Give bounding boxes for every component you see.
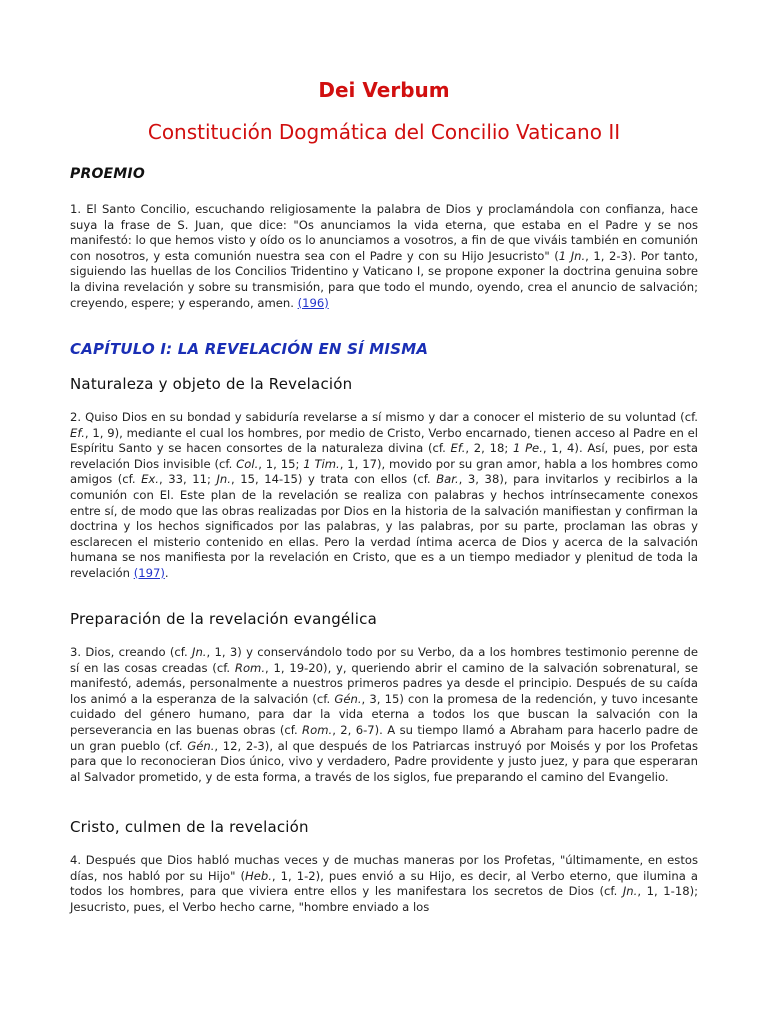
section-naturaleza-heading-block — [70, 375, 698, 393]
proemio-heading: PROEMIO — [70, 166, 145, 182]
paragraph-text: , 1, 19-20), y, queriendo abrir el camino de la salvación sobrenatural, se manifestó, además, personalmente a nuestros primeros padres ya desde el principio. Después de su caída los animó a la esperanza de la salvación (cf. — [70, 660, 698, 706]
paragraph-text: , 3, 38), para invitarlos y recibirlos a la comunión con El. Este plan de la revelación se realiza con palabras y hechos intrínsecamente conexos entre sí, de modo que las obras realizadas por Dios en la historia de la salvación manifiestan y confirman la doctrina y los hechos significados por las palabras, y las palabras, por su parte, proclaman las obras y esclarecen el misterio contenido en ellas. Pero la verdad íntima acerca de Dios y acerca de la salvación humana se nos manifiesta por la revelación en Cristo, que es a un tiempo mediador y plenitud de toda la revelación — [70, 472, 698, 580]
citation-abbrev: Ef. — [450, 441, 466, 456]
citation-abbrev: Rom. — [302, 722, 333, 737]
footnote-link[interactable]: (197) — [133, 565, 165, 580]
citation-abbrev: 1 Pe. — [512, 441, 543, 456]
citation-abbrev: 1 Jn. — [558, 248, 586, 263]
paragraph-4 — [70, 853, 698, 915]
citation-abbrev: Gén. — [187, 738, 215, 753]
paragraph-text: , 1, 17), movido por su gran amor, habla a los hombres como amigos (cf. — [70, 456, 698, 487]
citation-abbrev: Heb. — [244, 868, 272, 883]
section-preparacion — [70, 645, 698, 785]
section-naturaleza — [70, 410, 698, 582]
chapter-1-heading: CAPÍTULO I: LA REVELACIÓN EN SÍ MISMA — [70, 340, 429, 358]
paragraph-text: 2. Quiso Dios en su bondad y sabiduría revelarse a sí mismo y dar a conocer el misterio de su voluntad (cf. — [70, 410, 698, 424]
citation-abbrev: Ex. — [141, 472, 159, 487]
section-naturaleza-heading: Naturaleza y objeto de la Revelación — [70, 375, 353, 393]
paragraph-text: , 1, 1-18); Jesucristo, pues, el Verbo hecho carne, "hombre enviado a los — [70, 884, 699, 914]
paragraph-text: , 3, 15) con la promesa de la redención, y tuvo incesante cuidado del género humano, para dar la vida eterna a todos los que buscan la salvación con la perseverancia en las buenas obras (cf. — [70, 691, 698, 737]
paragraph-2 — [70, 410, 698, 582]
paragraph-text: , 1, 2-3). Por tanto, siguiendo las huellas de los Concilios Tridentino y Vaticano I, se propone exponer la doctrina genuina sobre la divina revelación y sobre su transmisión, para que todo el mundo, oyendo, crea el anuncio de salvación; creyendo, espere; y esperando, amen. — [70, 248, 698, 310]
paragraph-text: . — [164, 565, 169, 580]
document-title: Dei Verbum — [318, 78, 450, 102]
paragraph-text: , 1, 3) y conservándolo todo por su Verbo, da a los hombres testimonio perenne de sí en las cosas creadas (cf. — [70, 645, 698, 675]
paragraph-text: , 1, 4). Así, pues, por esta revelación Dios invisible (cf. — [70, 441, 699, 471]
citation-abbrev: Bar. — [436, 472, 459, 487]
citation-abbrev: Col. — [236, 456, 259, 471]
proemio-paragraph — [70, 202, 698, 311]
paragraph-text: , 15, 14-15) y trata con ellos (cf. — [230, 472, 437, 487]
citation-abbrev: Rom. — [234, 660, 266, 675]
citation-abbrev: Jn. — [192, 645, 207, 659]
section-preparacion-heading: Preparación de la revelación evangélica — [70, 610, 377, 628]
paragraph-text: , 12, 2-3), al que después de los Patriarcas instruyó por Moisés y por los Profetas para que lo reconocieran Dios único, vivo y verdadero, Padre providente y justo juez, y para que esperaran al Salvador prometido, y de esta forma, a través de los siglos, fue preparando el camino del Evangelio. — [70, 738, 698, 784]
footnote-link[interactable]: (196) — [297, 295, 329, 310]
section-preparacion-heading-block — [70, 610, 698, 628]
citation-abbrev: Jn. — [216, 472, 231, 487]
citation-abbrev: 1 Tim. — [303, 456, 340, 471]
paragraph-text: , 1, 1-2), pues envió a su Hijo, es decir, al Verbo eterno, que ilumina a todos los hombres, para que viviera entre ellos y les manifestara los secretos de Dios (cf. — [70, 868, 698, 899]
citation-abbrev: Jn. — [622, 884, 638, 899]
citation-abbrev: Ef. — [70, 425, 85, 440]
section-cristo-heading-block — [70, 818, 698, 836]
paragraph-text: , 33, 11; — [158, 472, 217, 487]
paragraph-text: , 2, 6-7). A su tiempo llamó a Abraham para hacerlo padre de un gran pueblo (cf. — [70, 722, 698, 753]
document-subtitle: Constitución Dogmática del Concilio Vaticano II — [147, 120, 621, 144]
paragraph-3 — [70, 645, 698, 785]
paragraph-text: , 2, 18; — [465, 441, 513, 456]
proemio-heading-block — [70, 166, 698, 182]
paragraph-text: 3. Dios, creando (cf. — [70, 645, 193, 659]
section-cristo-heading: Cristo, culmen de la revelación — [70, 818, 309, 836]
citation-abbrev: Gén. — [334, 691, 362, 706]
paragraph-text: , 1, 9), mediante el cual los hombres, por medio de Cristo, Verbo encarnado, tienen acceso al Padre en el Espíritu Santo y se hacen consortes de la naturaleza divina (cf. — [70, 425, 698, 456]
section-cristo — [70, 853, 698, 915]
chapter-heading-block — [70, 340, 698, 358]
paragraph-text: 4. Después que Dios habló muchas veces y de muchas maneras por los Profetas, "últimamente, en estos días, nos habló por su Hijo" ( — [70, 853, 698, 883]
proemio-section — [70, 202, 698, 311]
paragraph-text: 1. El Santo Concilio, escuchando religiosamente la palabra de Dios y proclamándola con confianza, hace suya la frase de S. Juan, que dice: "Os anunciamos la vida eterna, que estaba en el Padre y se nos manifestó: lo que hemos visto y oído os lo anunciamos a vosotros, a fin de que viváis también en comunión con nosotros, y esta comunión nuestra sea con el Padre y con su Hijo Jesucristo" ( — [70, 202, 698, 263]
paragraph-text: , 1, 15; — [258, 456, 304, 471]
